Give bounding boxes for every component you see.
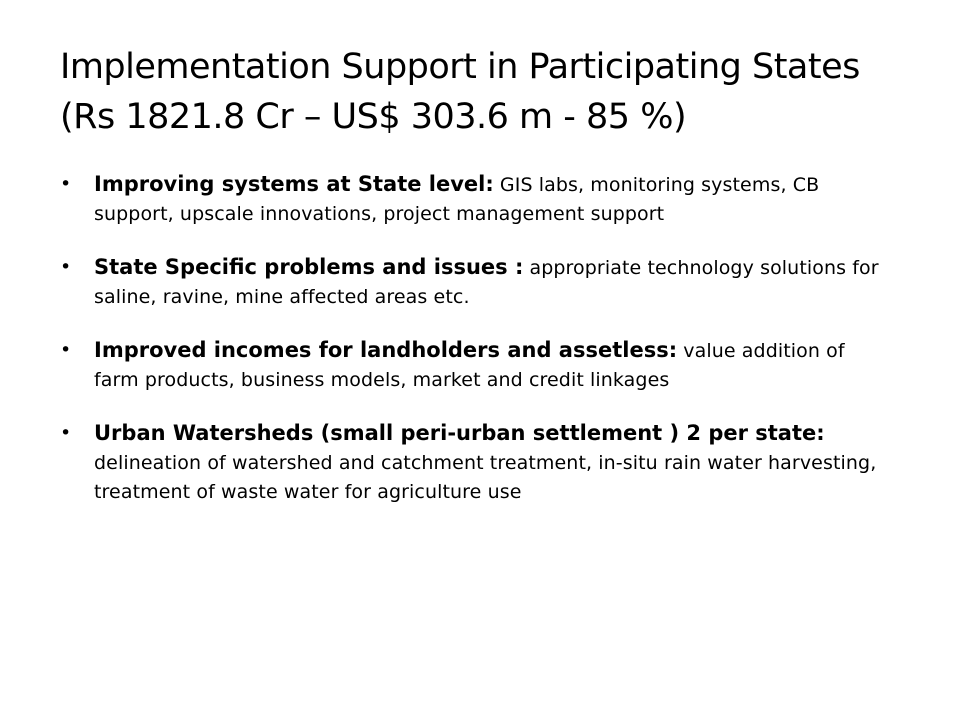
bullet-lead: Improved incomes for landholders and assetless: bbox=[94, 338, 678, 362]
slide-title-line-2: (Rs 1821.8 Cr – US$ 303.6 m - 85 %) bbox=[60, 97, 687, 137]
bullet-icon: • bbox=[60, 256, 72, 278]
bullet-lead: Improving systems at State level: bbox=[94, 172, 494, 196]
bullet-body: delineation of watershed and catchment treatment, in-situ rain water harvesting, treatment of waste water for agriculture use bbox=[94, 452, 877, 503]
bullet-item-state-systems bbox=[60, 170, 880, 229]
bullet-icon: • bbox=[60, 339, 72, 361]
bullet-lead: State Specific problems and issues : bbox=[94, 255, 524, 279]
bullet-list bbox=[60, 170, 880, 531]
bullet-item-state-problems bbox=[60, 253, 880, 312]
bullet-item-urban-watersheds bbox=[60, 419, 880, 507]
bullet-lead: Urban Watersheds (small peri-urban settlement ) 2 per state: bbox=[94, 421, 825, 445]
bullet-body: GIS labs, monitoring systems, CB support, upscale innovations, project management support bbox=[94, 174, 820, 225]
bullet-icon: • bbox=[60, 422, 72, 444]
slide-title-line-1: Implementation Support in Participating States bbox=[60, 47, 860, 87]
bullet-body: appropriate technology solutions for saline, ravine, mine affected areas etc. bbox=[94, 257, 879, 308]
bullet-icon: • bbox=[60, 173, 72, 195]
bullet-body: value addition of farm products, business models, market and credit linkages bbox=[94, 340, 845, 391]
slide-title bbox=[60, 42, 920, 142]
bullet-item-improved-incomes bbox=[60, 336, 880, 395]
